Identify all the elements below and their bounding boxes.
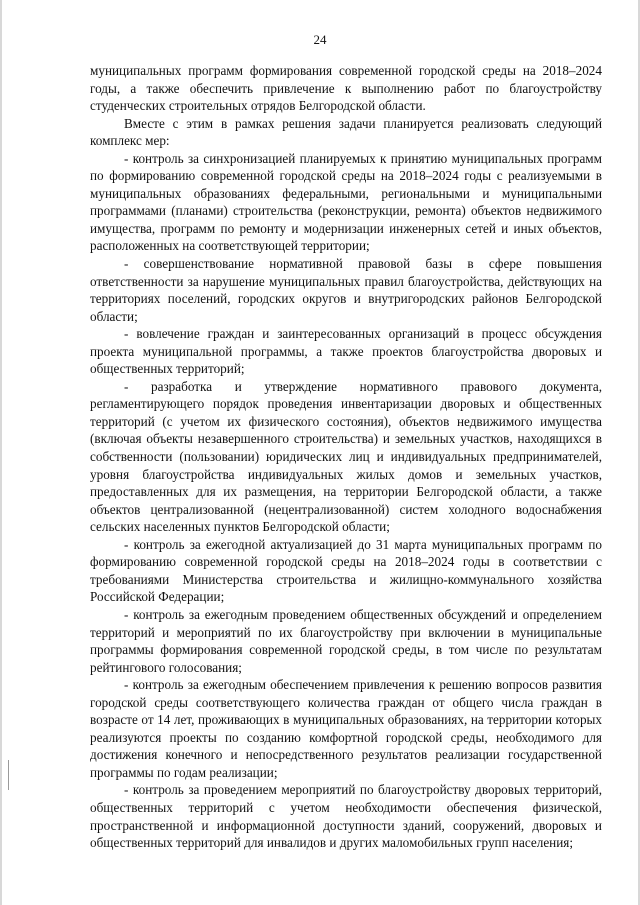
paragraph-continuation: муниципальных программ формирования современной городской среды на 2018–2024 годы, а также обеспечить привлечение к выполнению работ по благоустройству студенческих строительных отрядов Белгородской области. bbox=[90, 63, 602, 114]
list-item-program-update: - контроль за ежегодной актуализацией до 31 марта муниципальных программ по формированию современной городской среды на 2018–2024 годы в соответствии с требованиями Министерства строительства и жилищно-коммунального хозяйства Российской Федерации; bbox=[90, 536, 602, 605]
list-item-public-discussions: - контроль за ежегодным проведением общественных обсуждений и определением территорий и мероприятий по их благоустройству при включении в муниципальные программы формирования современной городской среды, в том числе по результатам рейтингового голосования; bbox=[90, 606, 602, 675]
document-body bbox=[90, 62, 602, 852]
scan-edge-left bbox=[0, 0, 2, 905]
list-item-regulatory-base: - совершенствование нормативной правовой базы в сфере повышения ответственности за нарушение муниципальных правил благоустройства, действующих на территориях поселений, городских округов и внутригородских районов Белгородской области; bbox=[90, 256, 602, 324]
scan-mark bbox=[8, 760, 9, 790]
list-item-synchronization: - контроль за синхронизацией планируемых к принятию муниципальных программ по формированию современной городской среды на 2018–2024 годы с реализуемыми в муниципальных образованиях федеральными, региональными и муниципальными программами (планами) строительства (реконструкции, ремонта) объектов недвижимого имущества, программ по ремонту и модернизации инженерных сетей и иных объектов, расположенных на соответствующей территории; bbox=[90, 150, 602, 254]
list-item-inventory-document: - разработка и утверждение нормативного правового документа, регламентирующего порядок проведения инвентаризации дворовых и общественных территорий (с учетом их физического состояния), объектов недвижимого имущества (включая объекты незавершенного строительства) и земельных участков, находящихся в собственности (пользовании) юридических лиц и индивидуальных предпринимателей, уровня благоустройства индивидуальных жилых домов и земельных участков, предоставленных для их размещения, на территории Белгородской области, а также объектов централизованной (нецентрализованной) систем холодного водоснабжения сельских населенных пунктов Белгородской области; bbox=[90, 378, 602, 535]
paragraph-intro: Вместе с этим в рамках решения задачи планируется реализовать следующий комплекс мер: bbox=[90, 115, 602, 149]
list-item-accessibility: - контроль за проведением мероприятий по благоустройству дворовых территорий, общественных территорий с учетом необходимости обеспечения физической, пространственной и информационной доступности зданий, сооружений, дворовых и общественных территорий для инвалидов и других маломобильных групп населения; bbox=[90, 782, 602, 851]
page-number: 24 bbox=[313, 32, 327, 47]
list-item-citizen-involvement: - вовлечение граждан и заинтересованных организаций в процесс обсуждения проекта муниципальной программы, а также проектов благоустройства дворовых и общественных территорий; bbox=[90, 326, 602, 377]
list-item-citizen-participation: - контроль за ежегодным обеспечением привлечения к решению вопросов развития городской среды соответствующего количества граждан от общего числа граждан в возрасте от 14 лет, проживающих в муниципальных образованиях, на территории которых реализуются проекты по созданию комфортной городской среды, необходимого для достижения конечного и непосредственного результатов реализации государственной программы по годам реализации; bbox=[90, 677, 602, 780]
